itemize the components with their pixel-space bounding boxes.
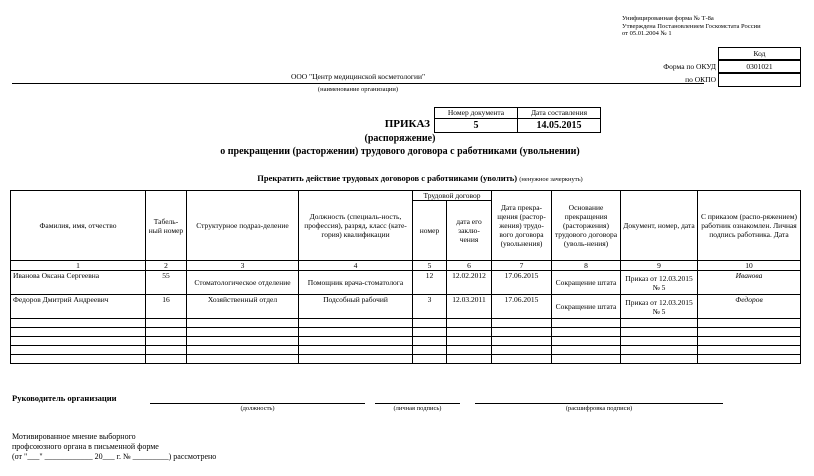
header-tab: Табель-ный номер [146,191,187,261]
position-line [150,393,365,404]
col-number: 4 [299,261,413,271]
header-document: Документ, номер, дата [621,191,698,261]
okud-value: 0301021 [718,60,801,73]
signature-line [375,393,460,404]
header-date: дата его заклю-чения [447,201,492,261]
decoding-line [475,393,723,404]
cell-tab: 55 [146,271,187,295]
position-hint: (должность) [240,405,275,412]
col-number: 6 [447,261,492,271]
table-row-empty [11,337,801,346]
cell-basis: Сокращение штата [552,271,621,295]
title-subject: о прекращении (расторжении) трудового договора с работниками (увольнении) [220,146,580,157]
form-info-line1: Унифицированная форма № Т-8а [622,15,714,22]
col-number: 7 [492,261,552,271]
doc-number-label: Номер документа [434,107,518,119]
head-label: Руководитель организации [12,393,117,403]
col-number: 1 [11,261,146,271]
union-opinion [12,432,216,462]
okud-label: Форма по ОКУД [663,62,716,71]
table-row [11,271,801,295]
cell-dept: Хозяйственный отдел [187,295,299,319]
opinion-line1: Мотивированное мнение выборного [12,432,136,441]
table-row [11,295,801,319]
col-number: 10 [698,261,801,271]
table-row-empty [11,355,801,364]
cell-position: Подсобный рабочий [299,295,413,319]
cell-position: Помощник врача-стоматолога [299,271,413,295]
cell-date: 12.03.2011 [447,295,492,319]
okpo-label: по ОКПО [685,75,716,84]
decoding-hint: (расшифровка подписи) [565,405,633,412]
page-title: ПРИКАЗ [384,118,430,130]
title-sub: (распоряжение) [364,133,436,144]
col-number: 3 [187,261,299,271]
cell-date: 12.02.2012 [447,271,492,295]
signature-hint: (личная подпись) [393,405,442,412]
instruction-text: Прекратить действие трудовых договоров с работниками (уволить) [257,173,518,183]
cell-signature: Федоров [698,295,801,319]
cell-document: Приказ от 12.03.2015 № 5 [621,271,698,295]
form-info-line3: от 05.01.2004 № 1 [622,30,672,37]
cell-fio: Иванова Оксана Сергеевна [11,271,146,295]
column-numbers-row [11,261,801,271]
codes-header: Код [718,47,801,60]
opinion-line2: профсоюзного органа в письменной форме [12,442,159,451]
doc-date: 14.05.2015 [517,118,601,133]
cell-term-date: 17.06.2015 [492,271,552,295]
okpo-value [718,73,801,87]
doc-date-label: Дата составления [517,107,601,119]
doc-number: 5 [434,118,518,133]
cell-number: 12 [413,271,447,295]
header-ack: С приказом (распо-ряжением) работник ознакомлен. Личная подпись работника. Дата [698,191,801,261]
organization-hint: (наименование организации) [317,86,399,93]
header-position: Должность (специаль-ность, профессия), разряд, класс (кате-гория) квалификации [299,191,413,261]
col-number: 8 [552,261,621,271]
organization-name: ООО "Центр медицинской косметологии" [12,72,704,84]
table-row-empty [11,328,801,337]
table-row-empty [11,346,801,355]
cell-term-date: 17.06.2015 [492,295,552,319]
header-dept: Структурное подраз-деление [187,191,299,261]
cell-dept: Стоматологическое отделение [187,271,299,295]
table-row-empty [11,319,801,328]
cell-basis: Сокращение штата [552,295,621,319]
header-term-date: Дата прекра-щения (растор-жения) трудо-вого договора (увольнения) [492,191,552,261]
instruction [160,173,680,183]
dismissal-table [10,190,801,364]
header-basis: Основание прекращения (расторжения) трудового договора (уволь-нения) [552,191,621,261]
header-fio: Фамилия, имя, отчество [11,191,146,261]
cell-signature: Иванова [698,271,801,295]
cell-document: Приказ от 12.03.2015 № 5 [621,295,698,319]
header-contract: Трудовой договор [413,191,492,201]
cell-fio: Федоров Дмитрий Андреевич [11,295,146,319]
opinion-line3: (от "___" ____________ 20___ г. № _________) рассмотрено [12,452,217,461]
cell-tab: 16 [146,295,187,319]
form-info-line2: Утверждена Постановлением Госкомстата России [622,22,761,30]
col-number: 9 [621,261,698,271]
form-info [622,15,761,38]
col-number: 2 [146,261,187,271]
instruction-note: (ненужное зачеркнуть) [519,176,583,183]
cell-number: 3 [413,295,447,319]
col-number: 5 [413,261,447,271]
header-number: номер [413,201,447,261]
